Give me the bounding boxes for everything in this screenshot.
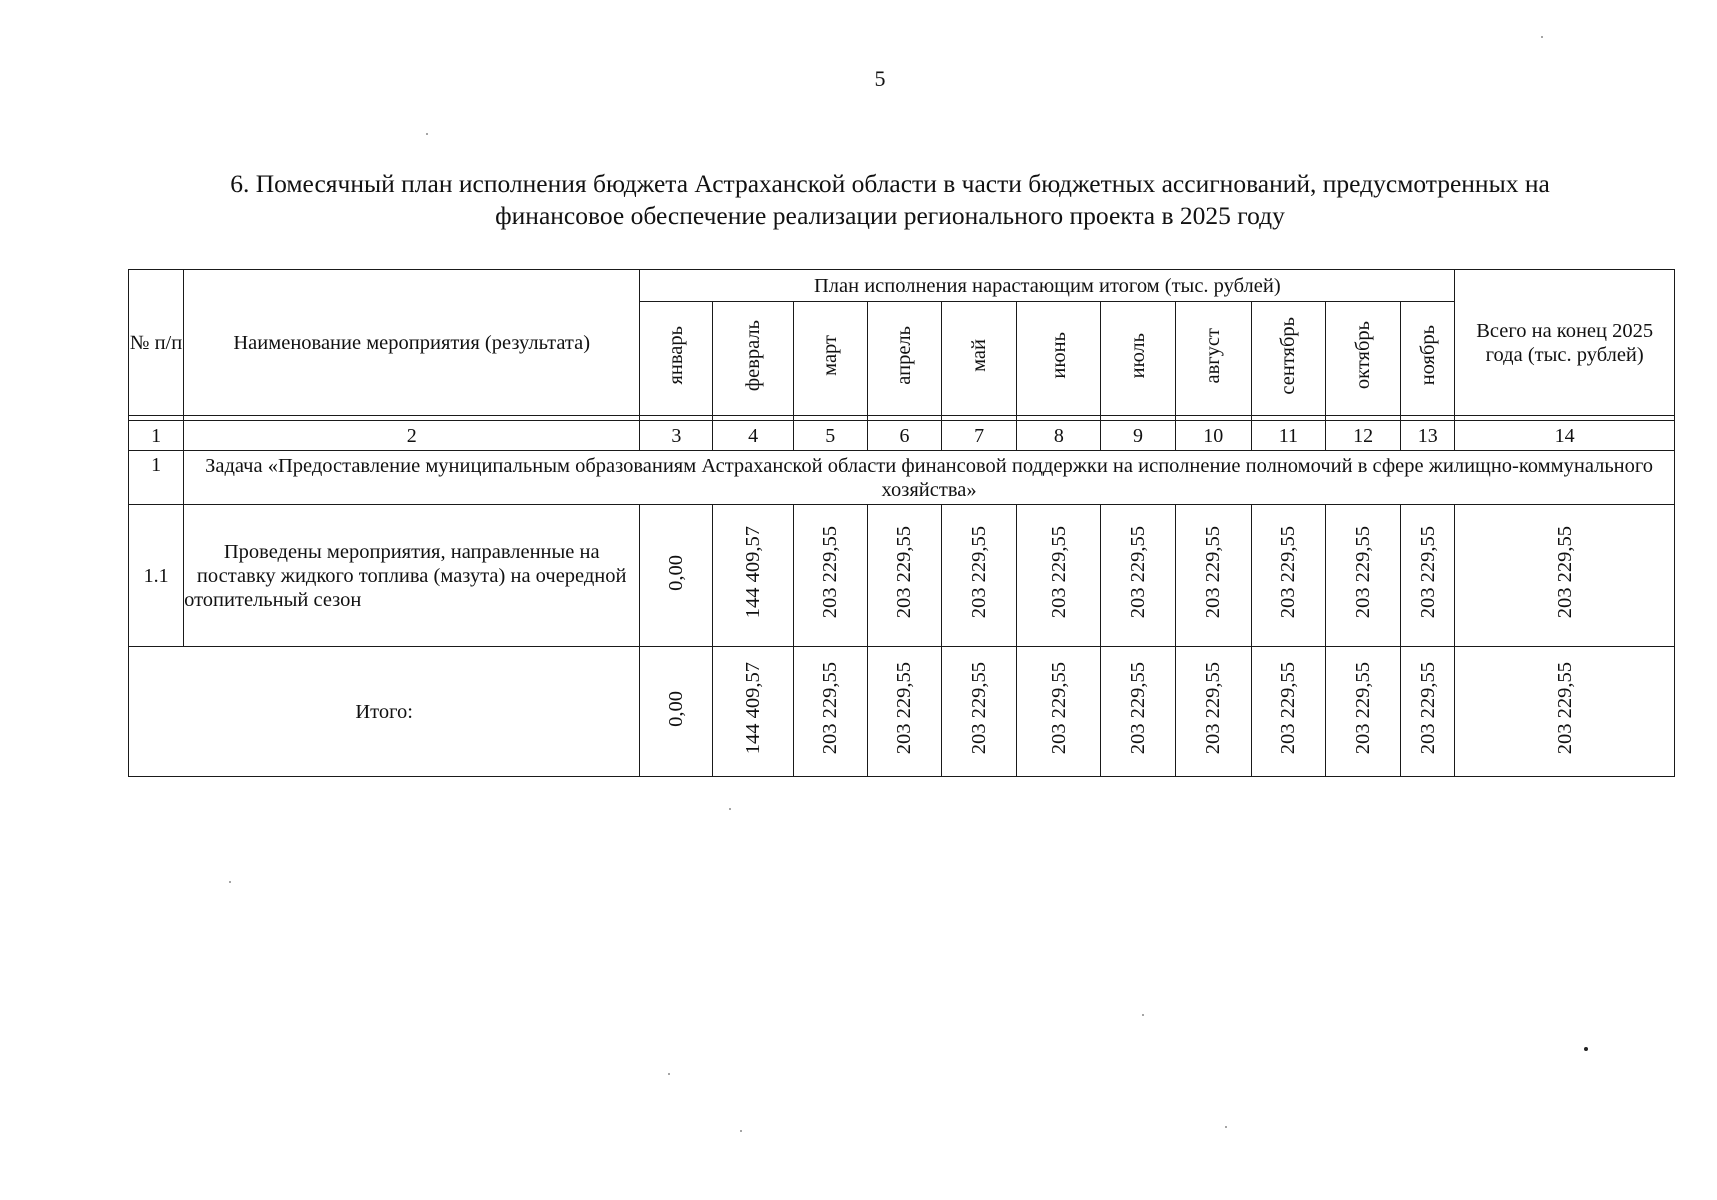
total-value: 203 229,55 — [1101, 647, 1175, 777]
total-row — [129, 647, 1675, 777]
item-value: 203 229,55 — [1175, 505, 1251, 647]
header-month: февраль — [713, 302, 793, 416]
item-value: 203 229,55 — [793, 505, 867, 647]
item-value: 144 409,57 — [713, 505, 793, 647]
column-number: 2 — [184, 421, 640, 451]
total-value: 144 409,57 — [713, 647, 793, 777]
document-title-line-2: финансовое обеспечение реализации регионального проекта в 2025 году — [495, 201, 1285, 230]
header-total: Всего на конец 2025 года (тыс. рублей) — [1455, 270, 1675, 416]
column-number: 14 — [1455, 421, 1675, 451]
task-text: Задача «Предоставление муниципальным образованиям Астраханской области финансовой поддержки на исполнение полномочий в сфере жилищно-коммунального хозяйства» — [184, 451, 1675, 505]
column-number: 13 — [1401, 421, 1455, 451]
item-value: 203 229,55 — [1017, 505, 1101, 647]
column-number: 9 — [1101, 421, 1175, 451]
header-month: июнь — [1017, 302, 1101, 416]
total-value: 203 229,55 — [1401, 647, 1455, 777]
column-number: 4 — [713, 421, 793, 451]
header-month: апрель — [867, 302, 941, 416]
item-value: 203 229,55 — [1326, 505, 1401, 647]
item-value: 203 229,55 — [942, 505, 1017, 647]
total-value: 203 229,55 — [1251, 647, 1325, 777]
total-value: 0,00 — [640, 647, 713, 777]
header-row-group — [129, 270, 1675, 302]
document-title — [130, 168, 1650, 232]
header-month: сентябрь — [1251, 302, 1325, 416]
header-month: январь — [640, 302, 713, 416]
total-value: 203 229,55 — [793, 647, 867, 777]
item-row — [129, 505, 1675, 647]
page-number: 5 — [874, 66, 886, 91]
item-value: 203 229,55 — [1401, 505, 1455, 647]
grand-total: 203 229,55 — [1455, 647, 1675, 777]
header-name: Наименование мероприятия (результата) — [184, 270, 640, 416]
total-label: Итого: — [129, 647, 640, 777]
item-total: 203 229,55 — [1455, 505, 1675, 647]
header-month: июль — [1101, 302, 1175, 416]
column-number: 6 — [867, 421, 941, 451]
item-num: 1.1 — [129, 505, 184, 647]
column-number: 10 — [1175, 421, 1251, 451]
header-month: май — [942, 302, 1017, 416]
column-number: 1 — [129, 421, 184, 451]
total-value: 203 229,55 — [942, 647, 1017, 777]
column-number: 5 — [793, 421, 867, 451]
column-number-row — [129, 421, 1675, 451]
column-number: 12 — [1326, 421, 1401, 451]
total-value: 203 229,55 — [1175, 647, 1251, 777]
item-value: 203 229,55 — [1101, 505, 1175, 647]
task-num: 1 — [129, 451, 184, 505]
document-title-line-1: 6. Помесячный план исполнения бюджета Астраханской области в части бюджетных ассигнований, предусмотренных на — [230, 169, 1550, 198]
header-plan-group: План исполнения нарастающим итогом (тыс. рублей) — [640, 270, 1455, 302]
column-number: 11 — [1251, 421, 1325, 451]
item-value: 203 229,55 — [867, 505, 941, 647]
item-name: Проведены мероприятия, направленные на поставку жидкого топлива (мазута) на очередной отопительный сезон — [184, 505, 640, 647]
header-num: № п/п — [129, 270, 184, 416]
budget-plan-table — [128, 269, 1675, 777]
total-value: 203 229,55 — [1017, 647, 1101, 777]
item-value: 203 229,55 — [1251, 505, 1325, 647]
header-month: март — [793, 302, 867, 416]
item-value: 0,00 — [640, 505, 713, 647]
total-value: 203 229,55 — [867, 647, 941, 777]
header-month: октябрь — [1326, 302, 1401, 416]
column-number: 3 — [640, 421, 713, 451]
header-month: август — [1175, 302, 1251, 416]
total-value: 203 229,55 — [1326, 647, 1401, 777]
column-number: 8 — [1017, 421, 1101, 451]
column-number: 7 — [942, 421, 1017, 451]
task-row — [129, 451, 1675, 505]
header-month: ноябрь — [1401, 302, 1455, 416]
